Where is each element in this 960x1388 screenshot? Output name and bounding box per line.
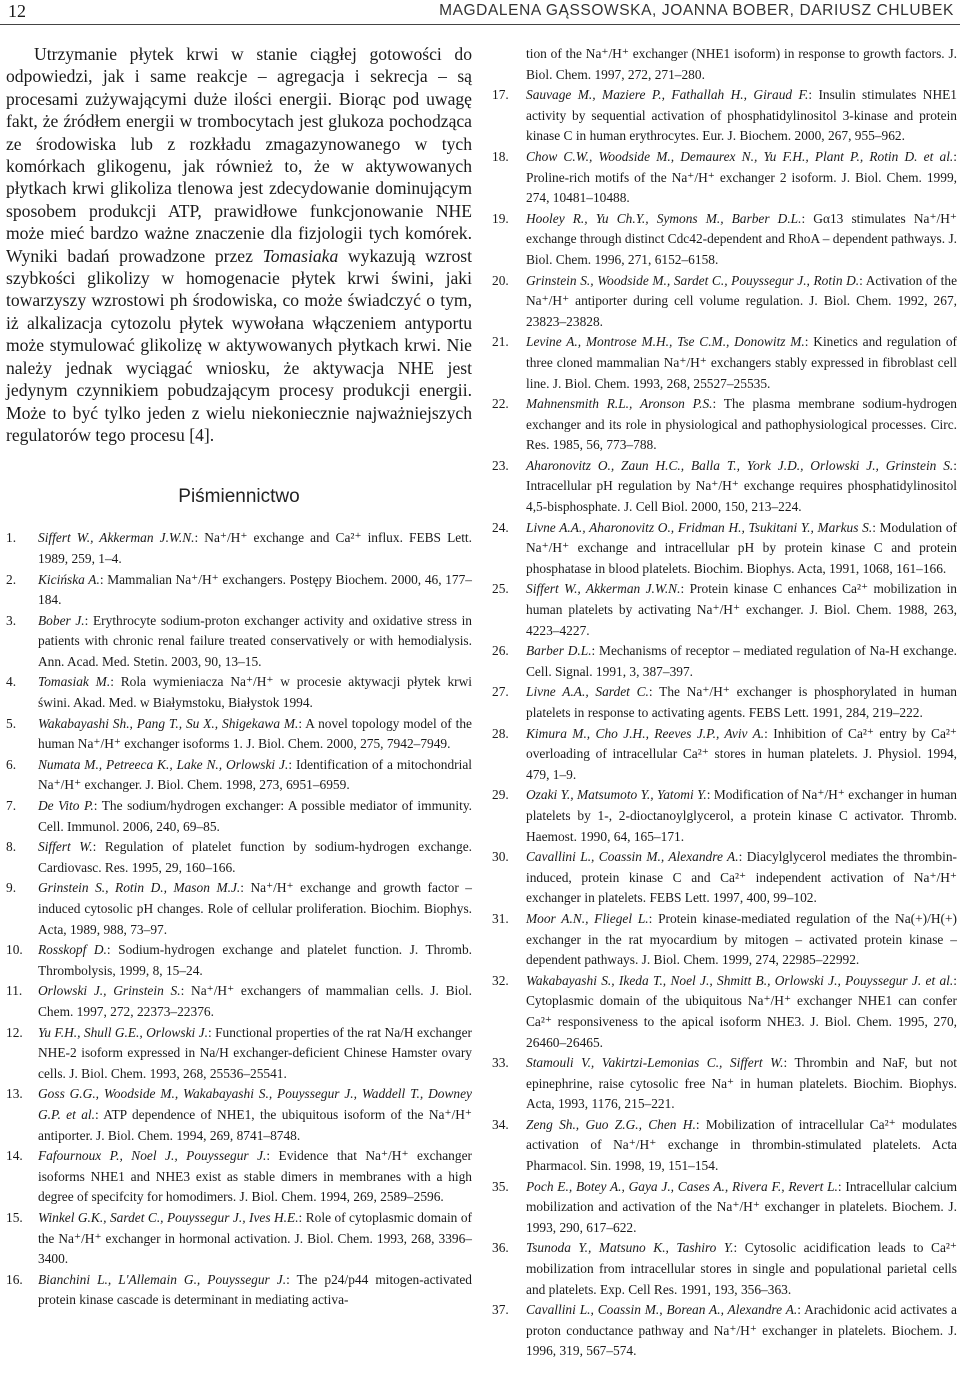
- reference-text: : Role of cytoplasmic domain of the Na⁺/H⁺ exchanger in hormonal activation. J. Biol. Chem. 1993, 268, 3396–3400.: [38, 1209, 472, 1267]
- left-column: [6, 43, 472, 1311]
- reference-authors: Goss G.G., Woodside M., Wakabayashi S., Pouyssegur J., Waddell T., Downey G.P. et al.: [38, 1086, 472, 1122]
- reference-number: 15.: [6, 1209, 23, 1225]
- reference-item: [492, 909, 957, 971]
- reference-number: 27.: [492, 684, 509, 700]
- reference-number: 31.: [492, 910, 509, 926]
- reference-number: 37.: [492, 1302, 509, 1318]
- reference-item: [6, 611, 472, 673]
- reference-authors: Rosskopf D.: [38, 942, 107, 958]
- reference-number: 24.: [492, 519, 509, 535]
- reference-text: : Intracellular pH regulation by Na⁺/H⁺ exchange requires phosphatidylinositol 4,5-bisphosphate. J. Cell Biol. 2000, 150, 213–224.: [526, 457, 957, 515]
- reference-text: : Arachidonic acid activates a proton conductance pathway and Na⁺/H⁺ exchanger in platelets. Biochem. J. 1996, 319, 567–574.: [526, 1302, 957, 1359]
- reference-item: [6, 672, 472, 713]
- reference-authors: Moor A.N., Fliegel L.: [526, 910, 649, 926]
- reference-item: [6, 796, 472, 837]
- reference-text: : Functional properties of the rat Na/H exchanger NHE-2 isoform expressed in Na/H exchanger-deficient Chinese Hamster ovary cells. J. Biol. Chem. 1993, 268, 25536–25541.: [38, 1024, 472, 1081]
- body-paragraph: Utrzymanie płytek krwi w stanie ciągłej gotowości do odpowiedzi, jak i same reakcje – agregacja i sekrecja – są procesami zużywającymi duże ilości energii. Biorąc pod uwagę fakt, że źródłem energii w trombocytach jest glukoza pochodząca ze środowiska lub z rozkładu zmagazynowanego w tych komórkach glikogenu, jak również to, że w aktywowanych płytkach krwi glikoliza tlenowa jest zdecydowanie dominującym sposobem produkcji ATP, prawidłowe funkcjonowanie NHE może mieć bardzo ważne znaczenie dla fizjologii tych komórek. Wyniki badań prowadzone przez Tomasiaka wykazują wzrost szybkości glikolizy w homogenacie płytek krwi świni, jaki towarzyszy wzrostowi ph środowiska, co może świadczyć o tym, iż alkalizacja cytozolu płytek wywołana włączeniem antyportu może stymulować glikolizę w aktywowanych płytkach krwi. Nie należy jednak wyciągać wniosku, że aktywacja NHE jest jedynym czynnikiem pobudzającym procesy produkcji energii. Może to być tylko jeden z wielu niekoniecznie najważniejszych regulatorów tego procesu [4].: [6, 44, 472, 445]
- reference-number: 21.: [492, 334, 509, 350]
- reference-text: : Rola wymieniacza Na⁺/H⁺ w procesie aktywacji płytek krwi świni. Akad. Med. w Białymstoku, Białystok 1994.: [38, 674, 472, 711]
- reference-number: 14.: [6, 1148, 23, 1164]
- reference-item: [492, 847, 957, 909]
- reference-number: 34.: [492, 1116, 509, 1132]
- reference-item: [492, 682, 957, 723]
- reference-text: : Regulation of platelet function by sodium-hydrogen exchange. Cardiovasc. Res. 1995, 29, 160–166.: [38, 839, 472, 875]
- reference-number: 6.: [6, 756, 17, 772]
- reference-authors: Poch E., Botey A., Gaya J., Cases A., Rivera F., Revert L.: [526, 1178, 838, 1194]
- reference-authors: Cavallini L., Coassin M., Alexandre A.: [526, 849, 739, 865]
- reference-text: : Cytoplasmic domain of the ubiquitous Na⁺/H⁺ exchanger NHE1 can confer Ca²⁺ responsiveness to the apical isoform NHE3. J. Biol. Chem. 1995, 270, 26460–26465.: [526, 972, 957, 1050]
- reference-text: : Modification of Na⁺/H⁺ exchanger in human platelets by 1-, 2-dioctanoylglycerol, a protein kinase C activator. Thromb. Haemost. 1990, 64, 165–171.: [526, 787, 957, 844]
- reference-number: 29.: [492, 787, 509, 803]
- reference-number: 30.: [492, 849, 509, 865]
- reference-text: : Na⁺/H⁺ exchange and growth factor – induced cytosolic pH changes. Role of cellular proliferation. Biochim. Biophys. Acta, 1989, 988, 73–97.: [38, 880, 472, 937]
- reference-number: 20.: [492, 272, 509, 288]
- reference-number: 13.: [6, 1086, 23, 1102]
- reference-number: 1.: [6, 530, 17, 546]
- reference-item: [6, 1023, 472, 1085]
- reference-authors: Ozaki Y., Matsumoto Y., Yatomi Y.: [526, 787, 707, 803]
- reference-number: 17.: [492, 87, 509, 103]
- reference-item: [6, 528, 472, 569]
- running-head: MAGDALENA GĄSSOWSKA, JOANNA BOBER, DARIUSZ CHLUBEK: [439, 2, 954, 19]
- reference-authors: De Vito P.: [38, 798, 94, 814]
- reference-number: 26.: [492, 643, 509, 659]
- reference-text: : A novel topology model of the human Na⁺/H⁺ exchanger isoforms 1. J. Biol. Chem. 2000, 275, 7942–7949.: [38, 715, 472, 752]
- reference-number: 5.: [6, 715, 17, 731]
- reference-authors: Numata M., Petreeca K., Lake N., Orlowski J.: [38, 756, 289, 772]
- reference-authors: Chow C.W., Woodside M., Demaurex N., Yu F.H., Plant P., Rotin D. et al.: [526, 148, 954, 164]
- reference-number: 18.: [492, 148, 509, 164]
- reference-number: 19.: [492, 210, 509, 226]
- reference-item: [492, 456, 957, 518]
- reference-number: 32.: [492, 972, 509, 988]
- reference-text: : Sodium-hydrogen exchange and platelet function. J. Thromb. Thrombolysis, 1999, 8, 15–24.: [38, 942, 472, 978]
- reference-authors: Livne A.A., Aharonovitz O., Fridman H., Tsukitani Y., Markus S.: [526, 519, 873, 535]
- cited-author: Tomasiaka: [262, 245, 339, 266]
- reference-text: : Mechanisms of receptor – mediated regulation of Na-H exchange. Cell. Signal. 1991, 3, 387–397.: [526, 643, 957, 679]
- reference-number: 25.: [492, 581, 509, 597]
- reference-item: [6, 1146, 472, 1208]
- reference-authors: Barber D.L.: [526, 643, 592, 659]
- reference-number: 33.: [492, 1055, 509, 1071]
- reference-text: : Inhibition of Ca²⁺ entry by Ca²⁺ overloading of intracellular Ca²⁺ stores in human platelets. J. Physiol. 1994, 479, 1–9.: [526, 725, 957, 782]
- reference-text: : The p24/p44 mitogen-activated protein kinase cascade is determinant in mediating activa-: [38, 1271, 472, 1308]
- reference-authors: Bober J.: [38, 612, 85, 628]
- reference-authors: Grinstein S., Rotin D., Mason M.J.: [38, 880, 241, 896]
- reference-text: : The plasma membrane sodium-hydrogen exchanger and its role in physiological and pathophysiological processes. Circ. Res. 1985, 56, 773–788.: [526, 396, 957, 453]
- right-column: [492, 44, 957, 1362]
- reference-item: [6, 570, 472, 611]
- reference-number: 10.: [6, 942, 23, 958]
- reference-text: : Na⁺/H⁺ exchangers of mammalian cells. J. Biol. Chem. 1997, 272, 22373–22376.: [38, 983, 473, 1019]
- reference-authors: Fafournoux P., Noel J., Pouyssegur J.: [38, 1148, 267, 1164]
- reference-text: : Na⁺/H⁺ exchange and Ca²⁺ influx. FEBS Lett. 1989, 259, 1–4.: [38, 530, 472, 566]
- reference-authors: Kicińska A.: [38, 571, 100, 587]
- reference-text: tion of the Na⁺/H⁺ exchanger (NHE1 isoform) in response to growth factors. J. Biol. Chem. 1997, 272, 271–280.: [526, 46, 957, 82]
- reference-item: [492, 1053, 957, 1115]
- page-header: [0, 0, 960, 25]
- reference-text: : Evidence that Na⁺/H⁺ exchanger isoforms NHE1 and NHE3 exist as stable dimers in membranes with a high degree of specifcity for homodimers. J. Biol. Chem. 1994, 269, 2589–2596.: [38, 1148, 472, 1205]
- reference-item: [492, 518, 957, 580]
- reference-item: [6, 981, 472, 1022]
- page-number: 12: [8, 1, 26, 21]
- references-heading: Piśmiennictwo: [178, 486, 300, 508]
- reference-item: [492, 85, 957, 147]
- reference-number: 35.: [492, 1178, 509, 1194]
- reference-text: : Mammalian Na⁺/H⁺ exchangers. Postępy Biochem. 2000, 46, 177–184.: [38, 571, 472, 608]
- reference-item: [492, 579, 957, 641]
- reference-number: 22.: [492, 396, 509, 412]
- reference-item: [492, 332, 957, 394]
- reference-authors: Zeng Sh., Guo Z.G., Chen H.: [526, 1116, 696, 1132]
- reference-text: : Proline-rich motifs of the Na⁺/H⁺ exchanger 2 isoform. J. Biol. Chem. 1999, 274, 10481–10488.: [526, 148, 957, 206]
- reference-text: : Activation of the Na⁺/H⁺ antiporter during cell volume regulation. J. Biol. Chem. 1992, 267, 23823–23828.: [526, 272, 958, 329]
- reference-text: : Cytosolic acidification leads to Ca²⁺ mobilization from intracellular stores in single and populational parietal cells and platelets. Exp. Cell Res. 1991, 193, 356–363.: [526, 1240, 957, 1297]
- reference-authors: Tomasiak M.: [38, 674, 111, 690]
- reference-text: : Erythrocyte sodium-proton exchanger activity and oxidative stress in patients with chronic renal failure treated conservatively or with hemodialysis. Ann. Acad. Med. Stetin. 2003, 90, 13–15.: [38, 612, 472, 669]
- reference-number: 8.: [6, 839, 17, 855]
- reference-number: 2.: [6, 571, 17, 587]
- reference-text: : The sodium/hydrogen exchanger: A possible mediator of immunity. Cell. Immunol. 2006, 240, 69–85.: [38, 798, 472, 834]
- reference-number: 7.: [6, 798, 17, 814]
- reference-item: [492, 1238, 957, 1300]
- reference-item: [492, 394, 957, 456]
- reference-number: 36.: [492, 1240, 509, 1256]
- reference-authors: Bianchini L., L'Allemain G., Pouyssegur J.: [38, 1271, 287, 1287]
- reference-item: [6, 714, 472, 755]
- reference-item: [6, 1270, 472, 1311]
- reference-item: [492, 147, 957, 209]
- reference-item: [492, 1115, 957, 1177]
- reference-number: 12.: [6, 1024, 23, 1040]
- reference-number: 3.: [6, 612, 17, 628]
- reference-number: 4.: [6, 674, 17, 690]
- reference-item: [492, 1177, 957, 1239]
- reference-item: [492, 785, 957, 847]
- reference-item: [6, 878, 472, 940]
- reference-text: : The Na⁺/H⁺ exchanger is phosphorylated in human platelets in response to activating agents. FEBS Lett. 1991, 284, 219–222.: [526, 684, 957, 720]
- reference-text: : Identification of a mitochondrial Na⁺/H⁺ exchanger. J. Biol. Chem. 1998, 273, 6951–6959.: [38, 756, 472, 793]
- reference-authors: Levine A., Montrose M.H., Tse C.M., Donowitz M.: [526, 334, 805, 350]
- reference-authors: Mahnensmith R.L., Aronson P.S.: [526, 396, 713, 412]
- reference-item: [6, 837, 472, 878]
- reference-number: 16.: [6, 1271, 23, 1287]
- reference-authors: Winkel G.K., Sardet C., Pouyssegur J., Ives H.E.: [38, 1209, 299, 1225]
- reference-authors: Wakabayashi S., Ikeda T., Noel J., Shmitt B., Orlowski J., Pouyssegur J. et al.: [526, 972, 954, 988]
- reference-item: [492, 271, 957, 333]
- reference-item: [6, 1208, 472, 1270]
- reference-authors: Wakabayashi Sh., Pang T., Su X., Shigekawa M.: [38, 715, 299, 731]
- reference-authors: Stamouli V., Vakirtzi-Lemonias C., Siffert W.: [526, 1055, 784, 1071]
- reference-authors: Tsunoda Y., Matsuno K., Tashiro Y.: [526, 1240, 734, 1256]
- reference-number: 11.: [6, 983, 23, 999]
- reference-text: : Thrombin and NaF, but not epinephrine, raise cytosolic free Na⁺ in human platelets. Biochim. Biophys. Acta, 1993, 1176, 215–221.: [526, 1055, 957, 1112]
- reference-item: [492, 971, 957, 1053]
- reference-authors: Yu F.H., Shull G.E., Orlowski J.: [38, 1024, 208, 1040]
- reference-text: : Gα13 stimulates Na⁺/H⁺ exchange through distinct Cdc42-dependent and RhoA – dependent pathways. J. Biol. Chem. 1996, 271, 6152–6158.: [526, 210, 958, 267]
- reference-text: : Mobilization of intracellular Ca²⁺ modulates activation of Na⁺/H⁺ exchange in thrombin-stimulated platelets. Acta Pharmacol. Sin. 1998, 19, 151–154.: [526, 1116, 957, 1174]
- reference-number: 23.: [492, 457, 509, 473]
- reference-authors: Aharonovitz O., Zaun H.C., Balla T., York J.D., Orlowski J., Grinstein S.: [526, 457, 954, 473]
- reference-authors: Orlowski J., Grinstein S.: [38, 983, 181, 999]
- reference-authors: Livne A.A., Sardet C.: [526, 684, 649, 700]
- reference-authors: Kimura M., Cho J.H., Reeves J.P., Aviv A.: [526, 725, 765, 741]
- reference-item: [492, 1300, 957, 1362]
- reference-item: [492, 209, 957, 271]
- reference-item: [6, 755, 472, 796]
- reference-text: : Protein kinase C enhances Ca²⁺ mobilization in human platelets by activating Na⁺/H⁺ exchanger. J. Biol. Chem. 1988, 263, 4223–4227.: [526, 581, 957, 638]
- reference-authors: Cavallini L., Coassin M., Borean A., Alexandre A.: [526, 1302, 798, 1318]
- reference-text: : Insulin stimulates NHE1 activity by sequential activation of phosphatidylinositol 3-kinase and protein kinase C in human erythrocytes. Eur. J. Biochem. 2000, 267, 955–962.: [526, 87, 957, 144]
- reference-authors: Siffert W., Akkerman J.W.N.: [38, 530, 195, 546]
- reference-text: : Diacylglycerol mediates the thrombin-induced, protein kinase C and Ca²⁺ independent activation of Na⁺/H⁺ exchanger in platelets. FEBS Lett. 1997, 400, 99–102.: [526, 849, 958, 906]
- references-list-right: [492, 44, 957, 1362]
- reference-item: [492, 44, 957, 85]
- reference-authors: Siffert W.: [38, 839, 93, 855]
- reference-number: 9.: [6, 880, 17, 896]
- reference-authors: Hooley R., Yu Ch.Y., Symons M., Barber D.L.: [526, 210, 802, 226]
- reference-authors: Sauvage M., Maziere P., Fathallah H., Giraud F.: [526, 87, 809, 103]
- reference-number: 28.: [492, 725, 509, 741]
- reference-item: [492, 724, 957, 786]
- reference-authors: Siffert W., Akkerman J.W.N.: [526, 581, 681, 597]
- reference-text: : Intracellular calcium mobilization and activation of the Na⁺/H⁺ exchanger in platelets. Biochem. J. 1993, 290, 617–622.: [526, 1178, 957, 1235]
- reference-text: : ATP dependence of NHE1, the ubiquitous isoform of the Na⁺/H⁺ antiporter. J. Biol. Chem. 1994, 269, 8741–8748.: [38, 1106, 472, 1143]
- reference-text: : Kinetics and regulation of three cloned mammalian Na⁺/H⁺ exchangers stably expressed in fibroblast cell line. J. Biol. Chem. 1993, 268, 25527–25535.: [526, 334, 957, 391]
- reference-text: : Modulation of Na⁺/H⁺ exchange and intracellular pH by protein kinase C and protein phosphatase in blood platelets. Biochim. Biophys. Acta, 1991, 1068, 161–166.: [526, 519, 957, 576]
- reference-text: : Protein kinase-mediated regulation of the Na(+)/H(+) exchanger in the rat myocardium by mitogen – activated protein kinase – dependent pathways. J. Biol. Chem. 1999, 274, 22985–22992.: [526, 910, 957, 968]
- reference-authors: Grinstein S., Woodside M., Sardet C., Pouyssegur J., Rotin D.: [526, 272, 860, 288]
- reference-item: [492, 641, 957, 682]
- reference-item: [6, 1084, 472, 1146]
- references-list-left: [6, 528, 472, 1311]
- reference-item: [6, 940, 472, 981]
